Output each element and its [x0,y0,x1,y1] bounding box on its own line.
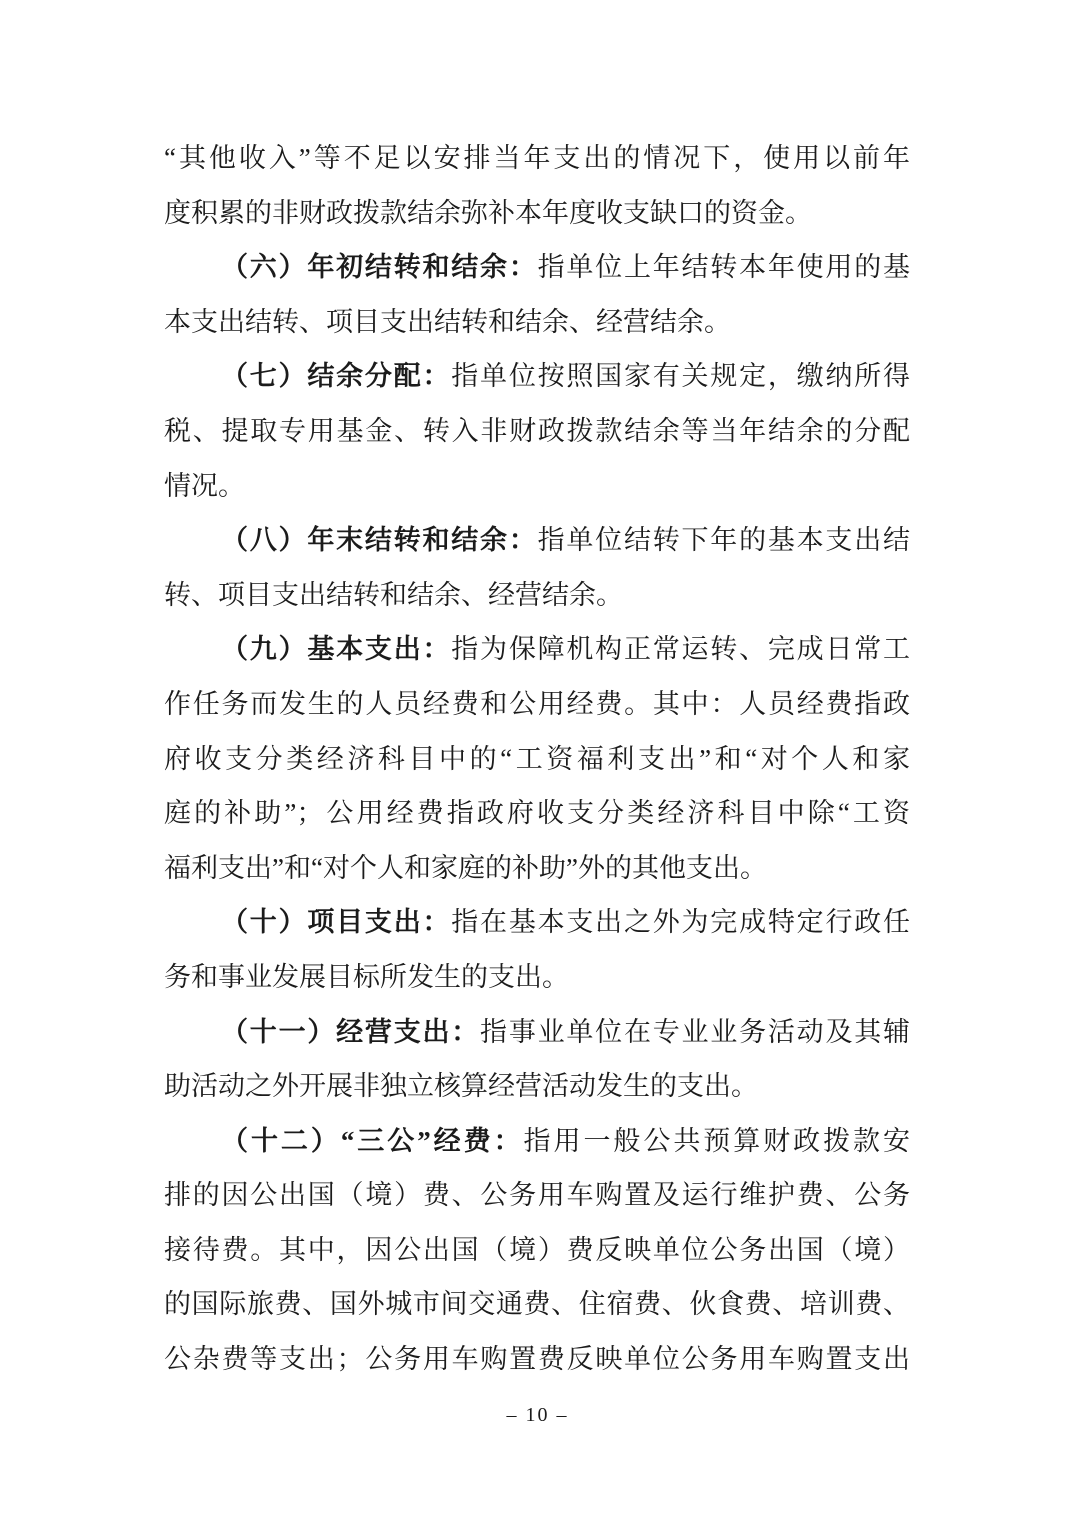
term-heading: （十一）经营支出： [221,1016,481,1047]
text-line: （十二）“三公”经费：指用一般公共预算财政拨款安 [221,1125,911,1156]
text-line: “其他收入”等不足以安排当年支出的情况下，使用以前年 [164,143,910,173]
term-heading: （十）项目支出： [221,907,452,938]
text-line: 福利支出”和“对个人和家庭的补助”外的其他支出。 [164,852,767,883]
text-line: 作任务而发生的人员经费和公用经费。其中：人员经费指政 [164,688,910,719]
term-heading: （六）年初结转和结余： [221,252,538,283]
page-footer [0,1404,1075,1427]
document-body [164,131,910,1387]
text-line: 庭的补助”；公用经费指政府收支分类经济科目中除“工资 [164,798,910,829]
term-heading: （九）基本支出： [221,634,452,665]
text-line: （七）结余分配：指单位按照国家有关规定，缴纳所得 [221,361,911,392]
text-line: 转、项目支出结转和结余、经营结余。 [164,579,623,610]
text-line: （十一）经营支出：指事业单位在专业业务活动及其辅 [221,1016,911,1047]
text-line: 情况。 [164,470,245,501]
page-number: – 10 – [506,1404,569,1426]
text-line: 公杂费等支出；公务用车购置费反映单位公务用车购置支出 [164,1344,910,1375]
text-line: 助活动之外开展非独立核算经营活动发生的支出。 [164,1071,758,1102]
text-line: （六）年初结转和结余：指单位上年结转本年使用的基 [221,252,911,283]
term-heading: （八）年末结转和结余： [221,525,538,556]
text-line: 本支出结转、项目支出结转和结余、经营结余。 [164,306,731,337]
text-line: 的国际旅费、国外城市间交通费、住宿费、伙食费、培训费、 [164,1289,910,1320]
text-line: （九）基本支出：指为保障机构正常运转、完成日常工 [221,634,911,665]
text-line: 排的因公出国（境）费、公务用车购置及运行维护费、公务 [164,1180,910,1211]
text-line: （八）年末结转和结余：指单位结转下年的基本支出结 [221,525,911,556]
text-line: 度积累的非财政拨款结余弥补本年度收支缺口的资金。 [164,197,812,228]
text-line: （十）项目支出：指在基本支出之外为完成特定行政任 [221,907,911,938]
term-heading: （十二）“三公”经费： [221,1125,524,1156]
text-line: 接待费。其中，因公出国（境）费反映单位公务出国（境） [164,1234,910,1265]
term-heading: （七）结余分配： [221,361,452,392]
text-line: 税、提取专用基金、转入非财政拨款结余等当年结余的分配 [164,415,910,446]
text-line: 府收支分类经济科目中的“工资福利支出”和“对个人和家 [164,743,910,774]
text-line: 务和事业发展目标所发生的支出。 [164,961,569,992]
